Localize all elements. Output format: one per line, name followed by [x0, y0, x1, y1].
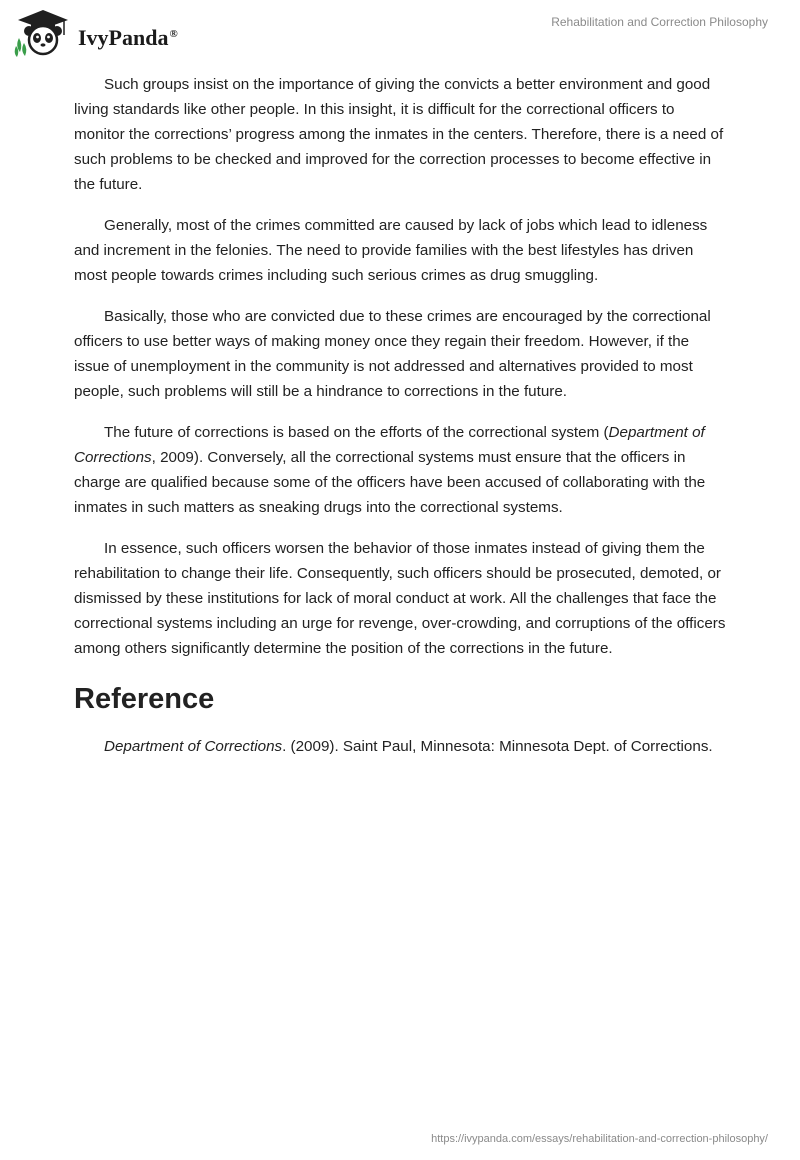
- body-paragraph-3: Basically, those who are convicted due to these crimes are encouraged by the correctional officers to use better ways of making money once they regain their freedom. However, if the issue of unemployment in the community is not addressed and alternatives provided to most people, such problems will still be a hindrance to corrections in the future.: [74, 308, 711, 400]
- paragraph-text: , 2009). Conversely, all the correctional systems must ensure that the officers in charge are qualified because some of the officers have been accused of collaborating with the inmates in such matters as sneaking drugs into the correctional systems.: [74, 449, 706, 516]
- page-header: [0, 0, 800, 70]
- body-paragraph-1: Such groups insist on the importance of giving the convicts a better environment and good living standards like other people. In this insight, it is difficult for the correctional officers to monitor the corrections’ progress among the inmates in the centers. Therefore, there is a need of such problems to be checked and improved for the correction processes to become effective in the future.: [74, 76, 724, 193]
- reference-heading: Reference: [74, 683, 215, 715]
- panda-graduate-logo-icon: [14, 8, 72, 58]
- registered-mark: ®: [169, 27, 178, 40]
- body-paragraph-2: Generally, most of the crimes committed are caused by lack of jobs which lead to idleness and increment in the felonies. The need to provide families with the best lifestyles has driven most people towards crimes including such serious crimes as drug smuggling.: [74, 217, 708, 284]
- reference-entry: [74, 734, 728, 759]
- document-title: Rehabilitation and Correction Philosophy: [551, 15, 768, 29]
- essay-content: [74, 72, 728, 775]
- ivypanda-logo[interactable]: [14, 8, 204, 60]
- citation-title: Department of Corrections: [74, 424, 705, 466]
- reference-details: . (2009). Saint Paul, Minnesota: Minnesota Dept. of Corrections.: [282, 738, 713, 755]
- body-paragraph-5: In essence, such officers worsen the behavior of those inmates instead of giving them the rehabilitation to change their life. Consequently, such officers should be prosecuted, demoted, or dismissed by these institutions for lack of moral conduct at work. All the challenges that face the correctional systems including an urge for revenge, over-crowding, and corruptions of the officers among others significantly determine the position of the corrections in the future.: [74, 540, 726, 657]
- source-url-link[interactable]: https://ivypanda.com/essays/rehabilitation-and-correction-philosophy/: [431, 1133, 768, 1145]
- logo-wordmark: IvyPanda®: [78, 25, 178, 50]
- reference-title: Department of Corrections: [104, 738, 283, 755]
- paragraph-text: The future of corrections is based on the efforts of the correctional system (: [104, 424, 609, 441]
- body-paragraph-4: [74, 420, 728, 520]
